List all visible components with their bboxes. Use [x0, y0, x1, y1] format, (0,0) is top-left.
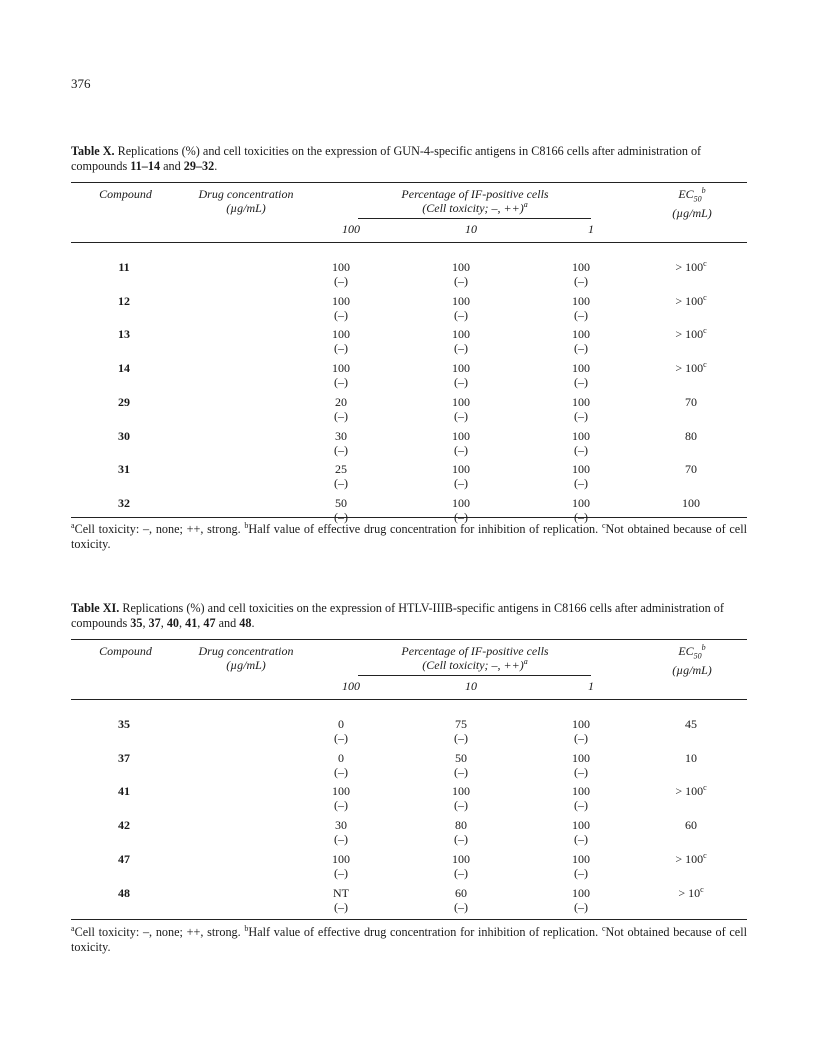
ec50: 10 [685, 750, 697, 765]
caption-text: Replications (%) and cell toxicities on the expression of HTLV-IIIB-specific antigens in C8166 cells after administration of compounds [71, 601, 724, 630]
header-pct-line-2: (Cell toxicity; –, ++) [422, 201, 524, 215]
value-1 [556, 395, 606, 423]
toxicity: (–) [334, 442, 348, 457]
compound-id: 14 [118, 361, 130, 376]
value-100 [316, 395, 366, 423]
ec50: > 100 [675, 260, 704, 274]
value: 100 [452, 495, 470, 510]
table-row [71, 462, 747, 494]
value: 100 [332, 361, 350, 376]
value-100 [316, 260, 366, 288]
value: 100 [452, 428, 470, 443]
header-compound: Compound [99, 187, 152, 201]
value-10 [436, 462, 486, 490]
caption-compounds-a: 11–14 [130, 159, 161, 173]
ec50: > 100 [675, 851, 704, 866]
ec50-value [661, 784, 721, 798]
header-pct-sup: a [523, 200, 528, 209]
value-100 [316, 852, 366, 880]
value-1 [556, 294, 606, 322]
footnote-c-marker: c [601, 520, 606, 530]
toxicity: (–) [574, 307, 588, 322]
toxicity: (–) [334, 798, 348, 813]
toxicity: (–) [454, 731, 468, 745]
ec50: 70 [685, 462, 697, 477]
value-10 [436, 784, 486, 812]
toxicity: (–) [574, 764, 588, 779]
value: 30 [335, 428, 347, 443]
compound-id: 42 [118, 818, 130, 833]
value: 100 [572, 851, 590, 866]
caption-and: and [160, 159, 184, 173]
ec50-value [661, 260, 721, 274]
ec50-value [661, 751, 721, 765]
compound-id: 11 [118, 260, 130, 274]
value-10 [436, 717, 486, 745]
compound-id: 13 [118, 327, 130, 342]
footnote-a-text: Cell toxicity: –, none; ++, strong. [74, 925, 245, 939]
value: NT [333, 885, 349, 900]
value-10 [436, 751, 486, 779]
subheader-100: 100 [342, 222, 360, 236]
toxicity: (–) [454, 274, 468, 288]
footnote-c-text: Not obtained because of cell toxicity. [71, 522, 747, 551]
caption-sep: , [197, 616, 204, 630]
caption-compound-40: 40 [166, 616, 179, 630]
ec50-footnote-marker: c [703, 360, 707, 370]
value-1 [556, 751, 606, 779]
toxicity: (–) [454, 375, 468, 390]
ec50-footnote-marker: c [703, 783, 707, 793]
toxicity: (–) [574, 832, 588, 847]
toxicity: (–) [454, 307, 468, 322]
compound-id: 47 [118, 851, 130, 866]
top-rule [71, 182, 747, 183]
table-x-caption [71, 144, 747, 174]
header-ec-sub: 50 [693, 194, 702, 204]
value-10 [436, 260, 486, 288]
value: 100 [452, 784, 470, 799]
value-10 [436, 327, 486, 355]
toxicity: (–) [334, 274, 348, 288]
value-10 [436, 294, 486, 322]
toxicity: (–) [334, 375, 348, 390]
caption-compound-41: 41 [185, 616, 198, 630]
top-rule [71, 639, 747, 640]
value: 100 [332, 327, 350, 342]
value: 100 [572, 495, 590, 510]
value-100 [316, 784, 366, 812]
value: 50 [335, 495, 347, 510]
value: 100 [572, 327, 590, 342]
toxicity: (–) [454, 764, 468, 779]
toxicity: (–) [574, 274, 588, 288]
toxicity: (–) [574, 509, 588, 524]
value: 20 [335, 394, 347, 409]
value: 100 [572, 293, 590, 308]
footnote-a-marker: a [71, 520, 75, 530]
value-100 [316, 361, 366, 389]
value: 0 [338, 717, 344, 731]
value: 100 [452, 293, 470, 308]
toxicity: (–) [454, 899, 468, 914]
value-1 [556, 784, 606, 812]
caption-sep: , [142, 616, 149, 630]
value: 100 [452, 361, 470, 376]
header-drug-line-1: Drug concentration [198, 187, 294, 201]
value: 100 [572, 818, 590, 833]
subheader-10: 10 [465, 679, 477, 693]
value: 100 [452, 851, 470, 866]
value-100 [316, 429, 366, 457]
percentage-subrule [358, 218, 591, 219]
value-100 [316, 717, 366, 745]
ec50-value [661, 462, 721, 476]
toxicity: (–) [334, 899, 348, 914]
footnote-a-marker: a [71, 923, 75, 933]
compound-id: 37 [118, 750, 130, 765]
caption-label: Table XI. [71, 601, 120, 615]
value: 100 [572, 462, 590, 477]
table-row [71, 294, 747, 326]
value-1 [556, 717, 606, 745]
header-percentage [351, 644, 599, 672]
footnote-a-text: Cell toxicity: –, none; ++, strong. [74, 522, 245, 536]
compound-id: 31 [118, 462, 130, 477]
table-xi [71, 601, 747, 955]
value-100 [316, 462, 366, 490]
ec50: > 100 [675, 327, 704, 342]
footnote-b-marker: b [244, 923, 249, 933]
ec50: > 100 [675, 361, 704, 376]
toxicity: (–) [334, 476, 348, 491]
toxicity: (–) [574, 865, 588, 880]
ec50: > 10 [678, 885, 701, 900]
table-row [71, 327, 747, 359]
value-10 [436, 818, 486, 846]
table-xi-caption [71, 601, 747, 631]
header-drug-line-2: (µg/mL) [226, 658, 266, 672]
ec50-footnote-marker: c [703, 326, 707, 336]
value-100 [316, 294, 366, 322]
value-1 [556, 361, 606, 389]
bottom-rule [71, 517, 747, 518]
toxicity: (–) [334, 731, 348, 745]
caption-compound-47: 47 [203, 616, 216, 630]
footnote-c-text: Not obtained because of cell toxicity. [71, 925, 747, 954]
ec50-footnote-marker: c [703, 259, 707, 268]
value: 100 [572, 885, 590, 900]
ec50-footnote-marker: c [703, 292, 707, 302]
value: 0 [338, 750, 344, 765]
caption-sep: , [179, 616, 186, 630]
value: 100 [572, 428, 590, 443]
toxicity: (–) [574, 375, 588, 390]
footnote-b-text: Half value of effective drug concentration for inhibition of replication. [248, 522, 602, 536]
table-row [71, 395, 747, 427]
table-row [71, 717, 747, 749]
value: 100 [332, 260, 350, 274]
value-1 [556, 462, 606, 490]
value: 100 [332, 293, 350, 308]
value-10 [436, 886, 486, 914]
header-drug-concentration [181, 187, 311, 215]
value-1 [556, 429, 606, 457]
value-10 [436, 496, 486, 524]
toxicity: (–) [454, 798, 468, 813]
compound-id: 41 [118, 784, 130, 799]
table-x-grid [71, 180, 747, 524]
subheader-10: 10 [465, 222, 477, 236]
toxicity: (–) [334, 509, 348, 524]
caption-compound-48: 48 [239, 616, 252, 630]
table-xi-footnote [71, 925, 747, 955]
value: 100 [572, 784, 590, 799]
value: 80 [455, 818, 467, 833]
caption-end: . [214, 159, 218, 173]
toxicity: (–) [454, 341, 468, 356]
ec50-value [661, 395, 721, 409]
ec50-value [661, 886, 721, 900]
table-row [71, 496, 747, 528]
header-drug-concentration [181, 644, 311, 672]
header-drug-line-2: (µg/mL) [226, 201, 266, 215]
value-1 [556, 260, 606, 288]
header-rule [71, 242, 747, 243]
value: 100 [332, 784, 350, 799]
table-row [71, 852, 747, 884]
value-1 [556, 886, 606, 914]
value-10 [436, 429, 486, 457]
value: 100 [452, 394, 470, 409]
value: 60 [455, 885, 467, 900]
value-100 [316, 818, 366, 846]
toxicity: (–) [334, 408, 348, 423]
header-pct-line-2: (Cell toxicity; –, ++) [422, 658, 524, 672]
header-ec-main: EC [678, 644, 694, 658]
value: 100 [572, 717, 590, 731]
toxicity: (–) [454, 476, 468, 491]
ec50-value [661, 429, 721, 443]
value: 100 [452, 327, 470, 342]
ec50-value [661, 717, 721, 731]
header-pct-sup: a [523, 657, 528, 666]
value: 100 [332, 851, 350, 866]
toxicity: (–) [334, 307, 348, 322]
value: 100 [572, 260, 590, 274]
value-100 [316, 886, 366, 914]
table-row [71, 751, 747, 783]
value: 100 [572, 394, 590, 409]
toxicity: (–) [454, 408, 468, 423]
ec50-value [661, 496, 721, 510]
compound-id: 35 [118, 717, 130, 731]
caption-and: and [215, 616, 240, 630]
footnote-b-text: Half value of effective drug concentration for inhibition of replication. [248, 925, 602, 939]
header-rule [71, 699, 747, 700]
table-row [71, 818, 747, 850]
value: 100 [452, 462, 470, 477]
table-row [71, 784, 747, 816]
ec50: 80 [685, 428, 697, 443]
subheader-100: 100 [342, 679, 360, 693]
compound-id: 29 [118, 394, 130, 409]
toxicity: (–) [574, 476, 588, 491]
header-ec50 [647, 187, 737, 220]
value: 30 [335, 818, 347, 833]
ec50-value [661, 852, 721, 866]
compound-id: 30 [118, 428, 130, 443]
header-percentage [351, 187, 599, 215]
value-1 [556, 852, 606, 880]
footnote-b-marker: b [244, 520, 249, 530]
toxicity: (–) [334, 832, 348, 847]
value: 50 [455, 750, 467, 765]
toxicity: (–) [334, 865, 348, 880]
toxicity: (–) [574, 341, 588, 356]
value-10 [436, 852, 486, 880]
caption-end: . [251, 616, 255, 630]
header-compound: Compound [99, 644, 152, 658]
caption-compound-37: 37 [148, 616, 161, 630]
toxicity: (–) [334, 764, 348, 779]
ec50-value [661, 294, 721, 308]
value: 75 [455, 717, 467, 731]
value-100 [316, 327, 366, 355]
table-x [71, 144, 747, 552]
header-ec-sub: 50 [693, 651, 702, 661]
value-10 [436, 395, 486, 423]
header-ec-sup: b [701, 186, 706, 195]
ec50-footnote-marker: c [703, 850, 707, 860]
compound-id: 48 [118, 885, 130, 900]
value-1 [556, 327, 606, 355]
toxicity: (–) [454, 865, 468, 880]
value: 25 [335, 462, 347, 477]
compound-id: 32 [118, 495, 130, 510]
table-row [71, 260, 747, 292]
table-xi-grid [71, 637, 747, 923]
ec50: 45 [685, 717, 697, 731]
caption-compound-35: 35 [130, 616, 143, 630]
caption-sep: , [160, 616, 167, 630]
toxicity: (–) [574, 731, 588, 745]
subheader-1: 1 [588, 222, 594, 236]
value: 100 [572, 750, 590, 765]
footnote-c-marker: c [601, 923, 606, 933]
value-1 [556, 496, 606, 524]
ec50: > 100 [675, 784, 704, 799]
header-ec-line-2: (µg/mL) [672, 663, 712, 678]
header-ec-line-2: (µg/mL) [672, 206, 712, 221]
compound-id: 12 [118, 293, 130, 308]
toxicity: (–) [454, 832, 468, 847]
header-drug-line-1: Drug concentration [198, 644, 294, 658]
value-100 [316, 751, 366, 779]
percentage-subrule [358, 675, 591, 676]
value-100 [316, 496, 366, 524]
value-10 [436, 361, 486, 389]
toxicity: (–) [574, 798, 588, 813]
toxicity: (–) [574, 899, 588, 914]
ec50-footnote-marker: c [700, 884, 704, 894]
toxicity: (–) [574, 408, 588, 423]
caption-compounds-b: 29–32 [183, 159, 215, 173]
toxicity: (–) [454, 509, 468, 524]
value: 100 [572, 361, 590, 376]
page-number: 376 [71, 76, 91, 91]
value-1 [556, 818, 606, 846]
header-ec-main: EC [678, 187, 694, 201]
table-row [71, 886, 747, 918]
toxicity: (–) [334, 341, 348, 356]
ec50: > 100 [675, 293, 704, 308]
ec50-value [661, 327, 721, 341]
ec50: 70 [685, 394, 697, 409]
caption-text: Replications (%) and cell toxicities on the expression of GUN-4-specific antigens in C8166 cells after administration of compounds [71, 144, 702, 173]
header-ec50 [647, 644, 737, 677]
caption-label: Table X. [71, 144, 115, 158]
toxicity: (–) [454, 442, 468, 457]
table-row [71, 361, 747, 393]
value: 100 [452, 260, 470, 274]
ec50-value [661, 361, 721, 375]
ec50: 100 [682, 495, 700, 510]
table-row [71, 429, 747, 461]
ec50-value [661, 818, 721, 832]
header-pct-line-1: Percentage of IF-positive cells [401, 187, 549, 201]
header-ec-sup: b [701, 643, 706, 652]
toxicity: (–) [574, 442, 588, 457]
subheader-1: 1 [588, 679, 594, 693]
bottom-rule [71, 919, 747, 920]
ec50: 60 [685, 818, 697, 833]
header-pct-line-1: Percentage of IF-positive cells [401, 644, 549, 658]
